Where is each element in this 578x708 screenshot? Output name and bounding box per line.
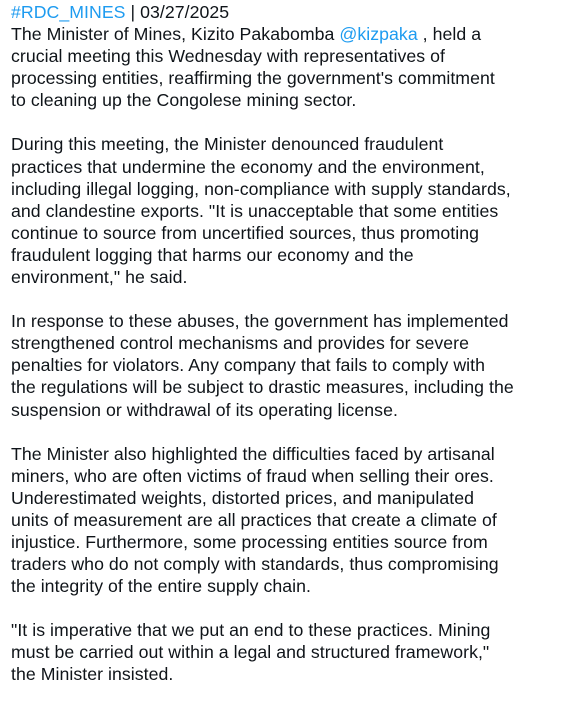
text-line: continue to source from uncertified sources, thus promoting [11,222,479,243]
text-line: processing entities, reaffirming the government's commitment [11,68,495,89]
text-line: fraudulent logging that harms our economy and the [11,244,414,265]
post-date: | 03/27/2025 [125,2,230,22]
post-header-line [11,1,578,23]
text-line: miners, who are often victims of fraud when selling their ores. [11,465,494,486]
text-line [11,23,578,45]
text-line: the integrity of the entire supply chain. [11,576,311,597]
text-line: strengthened control mechanisms and provides for severe [11,333,469,354]
paragraph-meeting [11,133,578,288]
text-line: "It is imperative that we put an end to these practices. Mining [11,620,491,641]
hashtag-link[interactable]: #RDC_MINES [11,2,126,22]
text-line: the regulations will be subject to drastic measures, including the [11,377,514,398]
text-segment: The Minister of Mines, Kizito Pakabomba [11,24,340,45]
text-line: the Minister insisted. [11,664,174,685]
paragraph-quote [11,619,578,685]
text-line: practices that undermine the economy and the environment, [11,156,485,177]
paragraph-intro [11,1,578,111]
text-line: including illegal logging, non-compliance with supply standards, [11,178,511,199]
text-line: environment," he said. [11,267,188,288]
text-line: penalties for violators. Any company that fails to comply with [11,355,486,376]
text-line: traders who do not comply with standards, thus compromising [11,554,499,575]
text-line: In response to these abuses, the government has implemented [11,311,509,332]
text-line: The Minister also highlighted the difficulties faced by artisanal [11,443,495,464]
text-line: must be carried out within a legal and structured framework," [11,642,490,663]
mention-link[interactable]: @kizpaka [339,24,418,45]
text-line: Underestimated weights, distorted prices, and manipulated [11,487,474,508]
text-line: units of measurement are all practices that create a climate of [11,509,497,530]
text-line: suspension or withdrawal of its operating license. [11,399,398,420]
post-text [11,1,578,708]
paragraph-artisanal [11,443,578,598]
text-segment: , held a [417,24,482,45]
text-line: to cleaning up the Congolese mining sector. [11,90,357,111]
text-line: injustice. Furthermore, some processing entities source from [11,531,488,552]
paragraph-response [11,310,578,420]
text-line: and clandestine exports. "It is unacceptable that some entities [11,200,499,221]
text-line: crucial meeting this Wednesday with representatives of [11,46,445,67]
text-line: During this meeting, the Minister denounced fraudulent [11,134,444,155]
